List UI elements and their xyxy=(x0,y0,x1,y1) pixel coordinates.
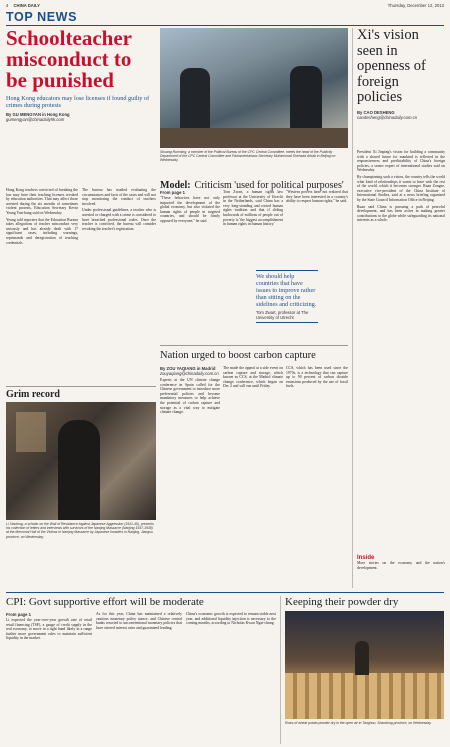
model-headline: Criticism 'used for political purposes' xyxy=(194,180,344,191)
powder-photo xyxy=(285,611,444,719)
wall-panel xyxy=(16,412,46,452)
main-paragraph: The bureau has studied evaluating the circumstances and facts of the cases and will not stop monitoring the conduct of teachers involved. xyxy=(82,188,156,206)
keeping-caption: Rows of wheat potato powder dry in the open air in Tanghou, Shandong province, on Wednesday. xyxy=(285,721,432,725)
inside-label: Inside xyxy=(357,555,375,561)
nation-byline: By ZOU YAQIANG in Madrid xyxy=(160,366,216,371)
bottom-col-divider xyxy=(280,596,281,744)
nation-paragraph: Experts at the UN climate change conference in Spain called for the Chinese government to introduce more preferential policies and become mandatory measures to help achieve the potential of carbon capture and storage as a vital way to mitigate climate change. xyxy=(160,378,220,415)
main-headline: Schoolteacher misconduct to be punished xyxy=(6,26,132,92)
xi-byline: By CAO DESHENG xyxy=(357,109,395,115)
main-col-2 xyxy=(82,188,156,383)
main-col-1 xyxy=(6,188,78,383)
right-col-divider xyxy=(352,28,353,588)
date-line: Thursday, December 12, 2013 xyxy=(387,3,444,8)
model-col-1 xyxy=(160,190,220,340)
nation-col-1 xyxy=(160,366,220,586)
bottom-rule xyxy=(6,592,444,593)
leaders-photo xyxy=(160,28,348,148)
cpi-paragraph: As for this year, China has maintained a relatively cautious monetary policy stance, and Chinese central banks resorted to unconventional monetary policies that have steered interest rates and guaranteed lending. xyxy=(96,612,182,630)
cpi-paragraph: Li expected the year-over-year growth rate of retail retail financing (TSF), a gauge of credit supply in the real economy, to move in a tight band likely in a range further more government rules to maintain sufficient liquidity in the market. xyxy=(6,618,92,641)
grim-photo xyxy=(6,402,156,520)
model-kicker: Model: xyxy=(160,180,191,191)
nation-headline: Nation urged to boost carbon capture xyxy=(160,350,316,361)
main-paragraph: Yeung told reporters that the Education Bureau takes allegations of teacher misconduct very seriously and has already dealt with 17 significant cases, including warnings, reprimands and deregistration of teaching credentials. xyxy=(6,217,78,245)
cpi-col-3 xyxy=(186,612,276,744)
nation-col-2 xyxy=(223,366,283,586)
model-paragraph: Tom Zwart, a human rights law professor at the University of Utrecht in the Netherlands, said China has a very long-standing and rooted human rights tradition and that if sliding backwards of millions of people out of poverty is 'the biggest accomplishment in human rights in human history.' xyxy=(223,190,283,227)
worker-figure xyxy=(355,641,369,675)
main-byline: By GU MENGYAN in Hong Kong xyxy=(6,112,70,118)
pull-quote-attribution: Tom Zwart, professor at The University of Utrecht xyxy=(256,310,309,320)
inside-text: More stories on the economy and the nation's development. xyxy=(357,561,445,570)
masthead-strip xyxy=(6,3,444,9)
nation-paragraph: The made the appeal at a side event on carbon capture and storage, which known as CCS, at the Madrid climate change conference, which began on Dec 2 and will run until Friday. xyxy=(223,366,283,389)
photo-floor xyxy=(160,128,348,148)
powder-rows xyxy=(285,673,444,719)
section-banner xyxy=(6,10,444,24)
leaders-photo-caption: Shuang Runming, a member of the Political Bureau of the CPC Central Committee, meets the head of the Publicity Department of the CPC Central Committee and Parliamentarians Secretary Muhammad Shehzad Arbab in Beijing on Wednesday. xyxy=(160,150,336,163)
xi-headline: Xi's vision seen in openness of foreign policies xyxy=(357,27,426,105)
nation-divider xyxy=(160,345,348,346)
keeping-headline: Keeping their powder dry xyxy=(285,596,399,608)
paper-name: CHINA DAILY xyxy=(13,3,40,8)
cpi-col-2 xyxy=(96,612,182,744)
model-headline-wrap xyxy=(160,175,348,191)
nation-paragraph: CCS, which has been used since the 1970s, is a technology that can capture up to 90 percent of carbon dioxide emissions produced by the use of fossil fuels. xyxy=(286,366,348,389)
grim-label: Grim record xyxy=(6,389,60,400)
model-paragraph: "Western powers have not realized that they have been interested in a country's ability to respect human rights," he said. xyxy=(286,190,348,204)
figure-left xyxy=(180,68,210,128)
main-deck: Hong Kong educators may lose licenses if found guilty of crimes during protests xyxy=(6,95,150,110)
model-paragraph: "These behaviors have not only impacted the development of the global economy, but also violated the human rights of people in targeted countries, and should be firmly opposed by everyone," he said. xyxy=(160,196,220,223)
cpi-headline: CPI: Govt supportive effort will be moderate xyxy=(6,596,204,608)
cpi-from-page: From page 1 xyxy=(6,612,31,617)
inside-box xyxy=(357,555,445,570)
cpi-paragraph: China's economic growth is expected to remain stable next year, and additional liquidity injection is necessary to the coming months, according to Nicholas Kwan Ngai-chung. xyxy=(186,612,276,626)
cpi-col-1 xyxy=(6,612,92,744)
grim-divider xyxy=(6,386,156,387)
main-paragraph: Under professional guidelines, a teacher who is arrested or charged with a crime is considered to have breached professional codes. Once the teacher is convicted, the bureau will consider revoking the teacher's registration. xyxy=(82,208,156,231)
xi-email: caodesheng@chinadaily.com.cn xyxy=(357,114,418,120)
model-from-page: From page 1 xyxy=(160,190,185,195)
main-paragraph: Hong Kong teachers convicted of breaking the law may have their teaching licenses revoked by education authorities. That may affect those arrested during the six months of sometimes violent protests, Education Secretary Kevin Yeung Yun-hung said on Wednesday. xyxy=(6,188,78,215)
pull-quote-text: We should help countries that have issues to improve rather than sitting on the sidelines and criticizing. xyxy=(256,273,317,308)
grim-caption: Li Xiaolong, a scholar on the Wall of Resistance Against Japanese Aggression (1931-45), presents his collection of letters and interviews with survivors of the Nanjing Massacre (Nanjing 1937-1938) at the Memorial Hall of the Victims in Nanjing Massacre by Japanese Invaders in Nanjing, Jiangsu province, on Wednesday. xyxy=(6,522,154,539)
xi-body xyxy=(357,150,445,550)
xi-story xyxy=(357,28,445,120)
nation-email: zouyaqiang@chinadaily.com.cn xyxy=(160,371,219,376)
nation-col-3 xyxy=(286,366,348,586)
pull-quote xyxy=(256,270,318,323)
section-title: TOP NEWS xyxy=(6,10,78,24)
xi-paragraph: By championing such a vision, the country tells the world what kind of relationships it wants to have with the rest of the world, which it becomes stronger. Ruan Zongze, executive vice-president of the China Institute of International Studies, said at a news briefing organized by the State Council Information Office in Beijing. xyxy=(357,174,445,202)
main-email: gumengyan@chinadailyhk.com xyxy=(6,117,65,123)
scholar-figure xyxy=(58,420,100,520)
figure-right xyxy=(290,66,322,128)
main-story xyxy=(6,28,156,122)
xi-paragraph: Ruan said China is pursuing a path of peaceful development, and has been active in making greater contributions to the globe while safeguarding its national interests as a whole. xyxy=(357,204,445,223)
xi-paragraph: President Xi Jinping's vision for building a community with a shared future for mankind is reflected in the responsiveness and predictability of China's foreign policies, a senior expert of international studies said on Wednesday. xyxy=(357,150,445,173)
page-number: 4 xyxy=(6,3,9,8)
